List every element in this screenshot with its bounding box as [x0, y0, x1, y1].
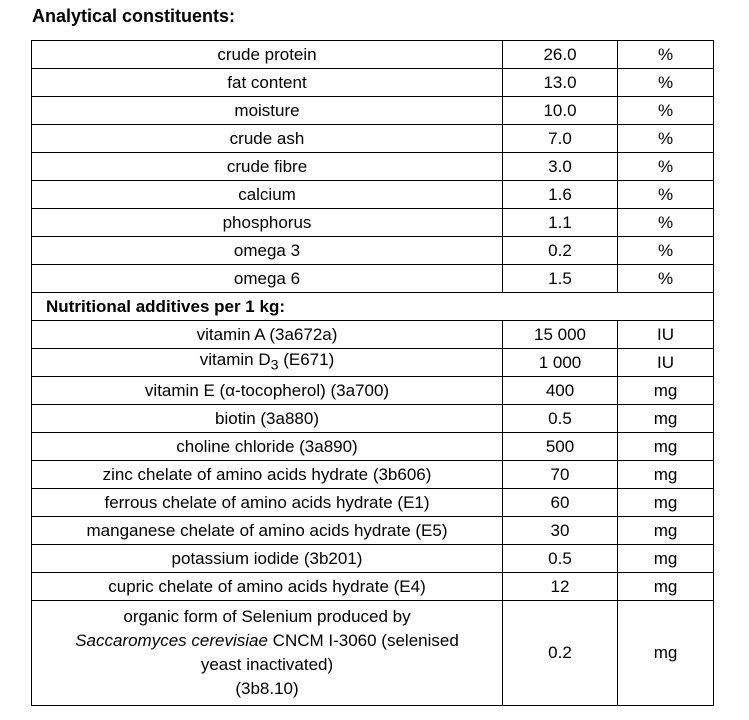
constituent-name: omega 3 [32, 237, 503, 265]
constituent-name: phosphorus [32, 209, 503, 237]
table-row [32, 97, 714, 125]
additive-value: 12 [503, 573, 618, 601]
additive-value: 30 [503, 517, 618, 545]
additive-unit: mg [618, 461, 714, 489]
table-row [32, 433, 714, 461]
additive-name: potassium iodide (3b201) [32, 545, 503, 573]
additive-unit: mg [618, 573, 714, 601]
constituent-unit: % [618, 237, 714, 265]
table-row [32, 41, 714, 69]
table-row [32, 349, 714, 377]
additive-name-line: (3b8.10) [235, 679, 299, 698]
table-row [32, 601, 714, 706]
table-row [32, 125, 714, 153]
additive-unit: mg [618, 545, 714, 573]
additive-name: choline chloride (3a890) [32, 433, 503, 461]
table-row [32, 293, 714, 321]
additive-name: manganese chelate of amino acids hydrate (E5) [32, 517, 503, 545]
additive-value: 400 [503, 377, 618, 405]
constituent-name: crude ash [32, 125, 503, 153]
constituent-value: 0.2 [503, 237, 618, 265]
constituent-value: 1.1 [503, 209, 618, 237]
additive-value: 1 000 [503, 349, 618, 377]
constituent-value: 1.6 [503, 181, 618, 209]
constituent-unit: % [618, 41, 714, 69]
nutrition-table [31, 40, 714, 706]
additive-unit: mg [618, 517, 714, 545]
constituent-value: 3.0 [503, 153, 618, 181]
constituent-unit: % [618, 69, 714, 97]
constituent-name: omega 6 [32, 265, 503, 293]
additive-name: vitamin A (3a672a) [32, 321, 503, 349]
table-row [32, 237, 714, 265]
constituent-value: 1.5 [503, 265, 618, 293]
constituent-value: 26.0 [503, 41, 618, 69]
additive-name [32, 349, 503, 377]
additive-value: 0.2 [503, 601, 618, 706]
table-row [32, 377, 714, 405]
additive-unit: mg [618, 601, 714, 706]
additive-unit: mg [618, 405, 714, 433]
constituent-value: 13.0 [503, 69, 618, 97]
additive-name: cupric chelate of amino acids hydrate (E4) [32, 573, 503, 601]
constituent-unit: % [618, 125, 714, 153]
constituent-unit: % [618, 209, 714, 237]
constituent-unit: % [618, 97, 714, 125]
table-row [32, 489, 714, 517]
constituent-unit: % [618, 181, 714, 209]
constituent-unit: % [618, 153, 714, 181]
additive-unit: IU [618, 349, 714, 377]
additive-name: ferrous chelate of amino acids hydrate (E1) [32, 489, 503, 517]
additive-name-line: yeast inactivated) [200, 655, 334, 674]
constituent-name: moisture [32, 97, 503, 125]
additive-unit: mg [618, 489, 714, 517]
additive-unit: mg [618, 433, 714, 461]
constituent-name: fat content [32, 69, 503, 97]
additive-name [32, 601, 503, 706]
additive-value: 15 000 [503, 321, 618, 349]
additive-value: 60 [503, 489, 618, 517]
table-row [32, 321, 714, 349]
section-title: Analytical constituents: [32, 6, 236, 26]
additive-name-line: organic form of Selenium produced by [123, 607, 411, 626]
additives-header: Nutritional additives per 1 kg: [32, 293, 714, 321]
table-row [32, 209, 714, 237]
additive-name-line: Saccaromyces cerevisiae [75, 631, 268, 650]
constituent-name: calcium [32, 181, 503, 209]
additive-value: 500 [503, 433, 618, 461]
constituent-name: crude protein [32, 41, 503, 69]
additive-name-line: CNCM I-3060 (selenised [267, 631, 459, 650]
additive-name-part: (E671) [278, 349, 335, 369]
constituent-value: 10.0 [503, 97, 618, 125]
table-row [32, 69, 714, 97]
additive-name-part: vitamin D [199, 349, 271, 369]
table-row [32, 181, 714, 209]
additive-unit: mg [618, 377, 714, 405]
additive-name: vitamin E (α-tocopherol) (3a700) [32, 377, 503, 405]
additive-name-part: 3 [270, 357, 279, 374]
constituent-value: 7.0 [503, 125, 618, 153]
additive-unit: IU [618, 321, 714, 349]
table-row [32, 405, 714, 433]
table-row [32, 461, 714, 489]
table-row [32, 545, 714, 573]
table-row [32, 573, 714, 601]
additive-name: biotin (3a880) [32, 405, 503, 433]
table-row [32, 153, 714, 181]
table-row [32, 517, 714, 545]
table-row [32, 265, 714, 293]
additive-name: zinc chelate of amino acids hydrate (3b606) [32, 461, 503, 489]
additive-value: 70 [503, 461, 618, 489]
additive-value: 0.5 [503, 405, 618, 433]
constituent-unit: % [618, 265, 714, 293]
constituent-name: crude fibre [32, 153, 503, 181]
additive-value: 0.5 [503, 545, 618, 573]
